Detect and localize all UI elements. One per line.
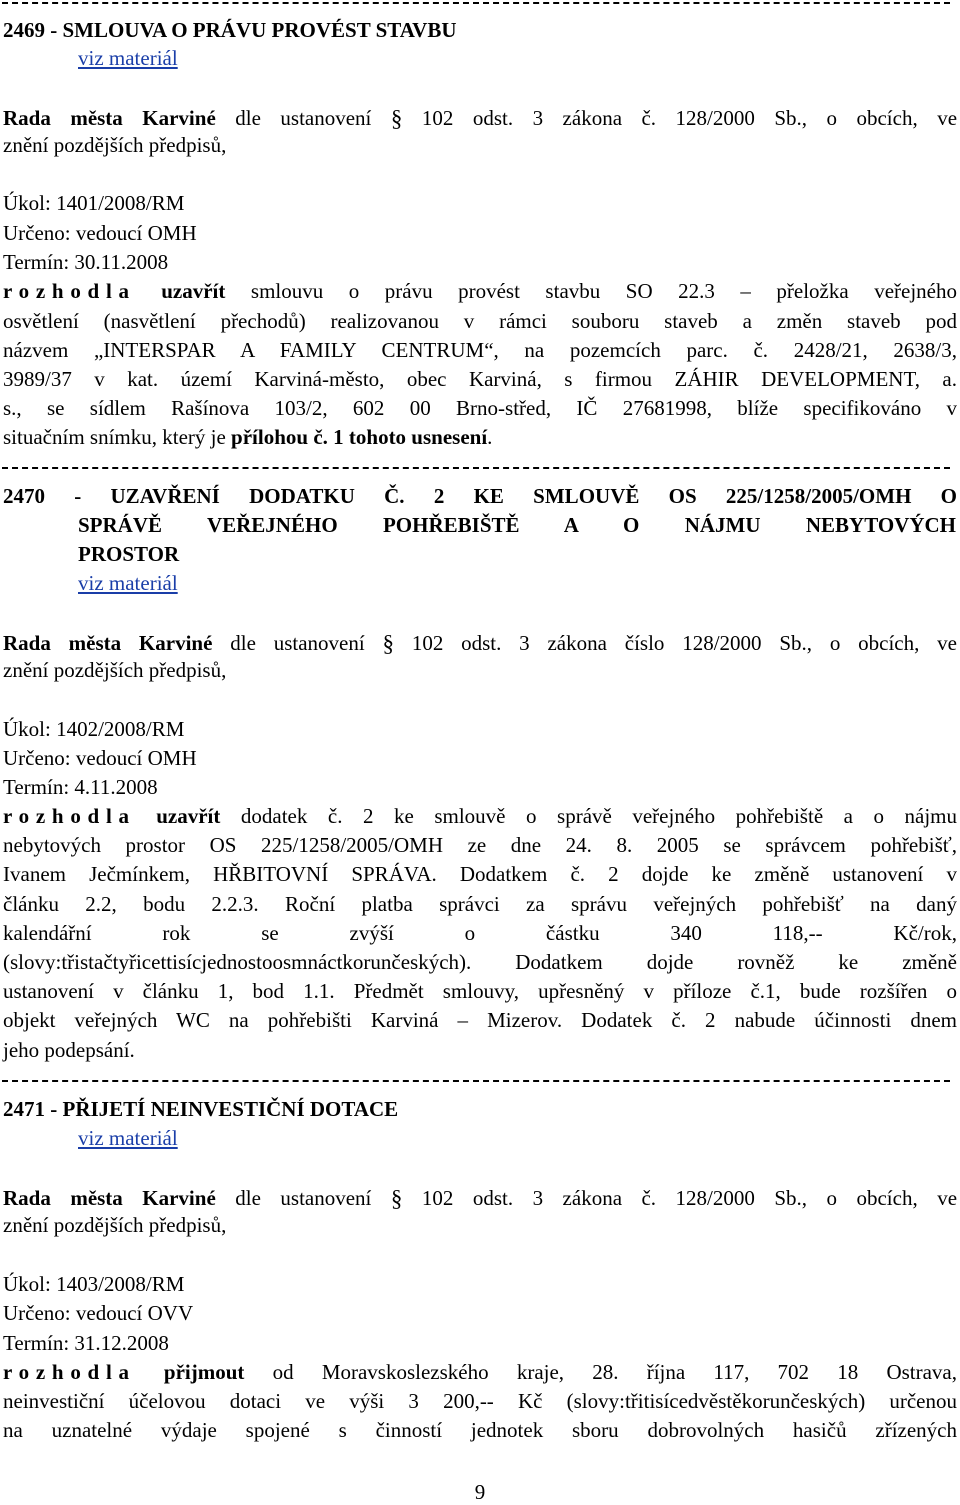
decides-label: rozhodla bbox=[3, 804, 136, 828]
separator bbox=[2, 467, 950, 469]
intro-line2-2471: znění pozdějších předpisů, bbox=[3, 1213, 227, 1237]
intro-line2-2470: znění pozdějších předpisů, bbox=[3, 658, 227, 682]
body-line: s., se sídlem Rašínova 103/2, 602 00 Brno-střed, IČ 27681998, blíže specifikováno v bbox=[3, 396, 957, 420]
paragraph-sign: § bbox=[390, 1186, 403, 1211]
body-last-line-2469 bbox=[3, 427, 492, 448]
body-line: (slovy:třistačtyřicettisícjednostoosmnáctkorunčeských). Dodatkem dojde rovněž ke změně bbox=[3, 950, 957, 974]
body-line: článku 2.2, bodu 2.2.3. Roční platba správci za správu veřejných pohřebišť na daný bbox=[3, 892, 957, 916]
intro-text: dle ustanovení bbox=[215, 1186, 372, 1210]
decides-label: rozhodla bbox=[3, 1360, 136, 1384]
council-name: Rada města Karviné bbox=[3, 106, 216, 130]
body-line: neinvestiční účelovou dotaci ve výši 3 200,-- Kč (slovy:třitisícedvěstěkorunčeských) určenou bbox=[3, 1389, 957, 1413]
paragraph-sign: § bbox=[382, 631, 394, 656]
assigned-2471: Určeno: vedoucí OVV bbox=[3, 1301, 194, 1325]
period: . bbox=[487, 425, 493, 449]
intro-line2-2469: znění pozdějších předpisů, bbox=[3, 133, 227, 157]
view-material-link-2469[interactable]: viz materiál bbox=[78, 46, 178, 70]
body-line: ustanovení v článku 1, bod 1.1. Předmět smlouvy, upřesněný v příloze č.1, bude rozšířen o bbox=[3, 979, 957, 1003]
body-line: smlouvu o právu provést stavbu SO 22.3 – přeložka veřejného bbox=[250, 279, 957, 303]
body-text: situačním snímku, který je bbox=[3, 425, 232, 449]
section-heading-2470-line2: SPRÁVĚ VEŘEJNÉHO POHŘEBIŠTĚ A O NÁJMU NEBYTOVÝCH bbox=[78, 513, 956, 537]
separator-top bbox=[2, 2, 950, 4]
intro-text: dle ustanovení bbox=[212, 631, 365, 655]
section-heading-2470: 2470 - UZAVŘENÍ DODATKU Č. 2 KE SMLOUVĚ OS 225/1258/2005/OMH O bbox=[3, 484, 957, 508]
task-2469: Úkol: 1401/2008/RM bbox=[3, 191, 185, 215]
body-line: osvětlení (nasvětlení přechodů) realizovanou v rámci souboru staveb a změn staveb pod bbox=[3, 309, 957, 333]
view-material-link-2470[interactable]: viz materiál bbox=[78, 571, 178, 595]
assigned-2469: Určeno: vedoucí OMH bbox=[3, 221, 197, 245]
deadline-2470: Termín: 4.11.2008 bbox=[3, 775, 158, 799]
deadline-2469: Termín: 30.11.2008 bbox=[3, 250, 169, 274]
council-name: Rada města Karviné bbox=[3, 1186, 216, 1210]
assigned-2470: Určeno: vedoucí OMH bbox=[3, 746, 197, 770]
paragraph-sign: § bbox=[390, 106, 403, 131]
section-heading-2469: 2469 - SMLOUVA O PRÁVU PROVÉST STAVBU bbox=[3, 18, 457, 42]
body-line: na uznatelné výdaje spojené s činností jednotek sboru dobrovolných hasičů zřízených bbox=[3, 1418, 957, 1442]
body-line: 3989/37 v kat. území Karviná-město, obec Karviná, s firmou ZÁHIR DEVELOPMENT, a. bbox=[3, 367, 957, 391]
intro-tail: 102 odst. 3 zákona č. 128/2000 Sb., o obcích, ve bbox=[421, 106, 958, 130]
resolution-line-2469 bbox=[3, 281, 957, 302]
council-name: Rada města Karviné bbox=[3, 631, 213, 655]
body-line: objekt veřejných WC na pohřebišti Karviná – Mizerov. Dodatek č. 2 nabude účinnosti dnem bbox=[3, 1008, 957, 1032]
body-line: od Moravskoslezského kraje, 28. října 117, 702 18 Ostrava, bbox=[272, 1360, 958, 1384]
deadline-2471: Termín: 31.12.2008 bbox=[3, 1331, 169, 1355]
council-intro-2469 bbox=[3, 106, 957, 129]
task-2470: Úkol: 1402/2008/RM bbox=[3, 717, 185, 741]
task-2471: Úkol: 1403/2008/RM bbox=[3, 1272, 185, 1296]
intro-tail: 102 odst. 3 zákona číslo 128/2000 Sb., o obcích, ve bbox=[411, 631, 958, 655]
resolution-line-2471 bbox=[3, 1362, 957, 1383]
decides-label: rozhodla bbox=[3, 279, 136, 303]
body-line: dodatek č. 2 ke smlouvě o správě veřejného pohřebiště a o nájmu bbox=[240, 804, 957, 828]
resolution-verb: přijmout bbox=[163, 1360, 245, 1384]
resolution-line-2470 bbox=[3, 806, 957, 827]
intro-tail: 102 odst. 3 zákona č. 128/2000 Sb., o obcích, ve bbox=[421, 1186, 958, 1210]
council-intro-2470 bbox=[3, 631, 957, 654]
body-line: nebytových prostor OS 225/1258/2005/OMH ze dne 24. 8. 2005 se správcem pohřebišť, bbox=[3, 833, 957, 857]
body-line: Ivanem Ječmínkem, HŘBITOVNÍ SPRÁVA. Dodatkem č. 2 dojde ke změně ustanovení v bbox=[3, 862, 957, 886]
page-number: 9 bbox=[474, 1480, 486, 1504]
body-last-line-2470: jeho podepsání. bbox=[3, 1038, 135, 1062]
intro-text: dle ustanovení bbox=[215, 106, 372, 130]
attachment-ref: přílohou č. 1 tohoto usnesení bbox=[231, 425, 488, 449]
body-line: kalendářní rok se zvýší o částku 340 118,-- Kč/rok, bbox=[3, 921, 957, 945]
resolution-verb: uzavřít bbox=[161, 279, 226, 303]
view-material-link-2471[interactable]: viz materiál bbox=[78, 1126, 178, 1150]
body-line: názvem „INTERSPAR A FAMILY CENTRUM“, na pozemcích parc. č. 2428/21, 2638/3, bbox=[3, 338, 957, 362]
section-heading-2471: 2471 - PŘIJETÍ NEINVESTIČNÍ DOTACE bbox=[3, 1097, 399, 1121]
section-heading-2470-line3: PROSTOR bbox=[78, 542, 180, 566]
resolution-verb: uzavřít bbox=[156, 804, 221, 828]
separator bbox=[2, 1080, 950, 1082]
council-intro-2471 bbox=[3, 1186, 957, 1209]
